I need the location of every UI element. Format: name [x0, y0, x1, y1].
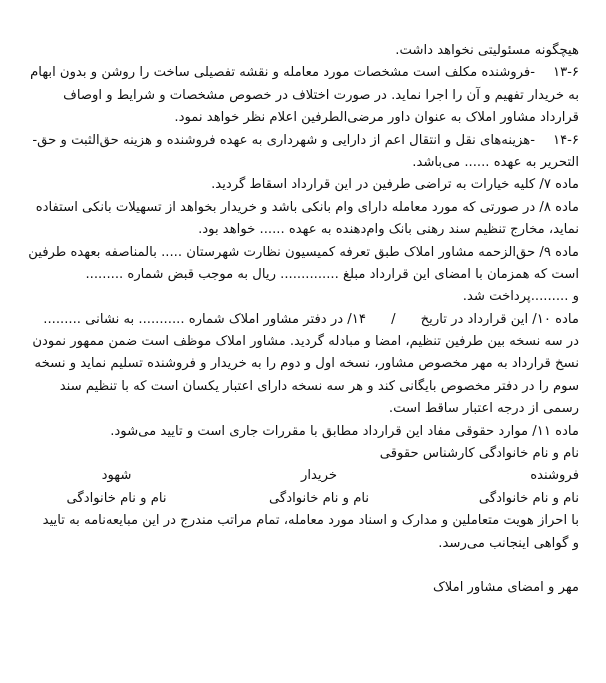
text-line: -هزینه‌های نقل و انتقال اعم از دارایی و شهرداری به عهده فروشنده و هزینه حق‌الثبت و حق-	[32, 132, 535, 148]
legal-expert-name-label: نام و نام خانوادگی کارشناس حقوقی	[379, 446, 579, 462]
article-7: ماده ۷/ کلیه خیارات به تراضی طرفین در این قرارداد اسقاط گردید.	[211, 177, 579, 193]
contract-document	[19, 40, 579, 600]
article-9: ماده ۹/ حق‌الزحمه مشاور املاک طبق تعرفه کمیسیون نظارت شهرستان ..... بالمناصفه بعهده طرفین	[28, 244, 579, 260]
article-11: ماده ۱۱/ موارد حقوقی مفاد این قرارداد مطابق با مقررات جاری است و تایید می‌شود.	[110, 423, 579, 439]
closing-statement: با احراز هویت متعاملین و مدارک و اسناد مورد معامله، تمام مراتب مندرج در این مبایعه‌نامه به تایید	[42, 513, 579, 529]
text-line: التحریر به عهده ...... می‌باشد.	[412, 154, 579, 170]
witnesses-name-label: نام و نام خانوادگی	[66, 490, 167, 506]
clause-14-6	[19, 130, 579, 152]
clause-number: ۱۳-۶	[552, 65, 579, 81]
text-line: است که همزمان با امضای این قرارداد مبلغ .............. ریال به موجب قبض شماره .........	[85, 266, 579, 282]
seller-label: فروشنده	[530, 468, 579, 484]
agent-stamp-signature-label: مهر و امضای مشاور املاک	[432, 580, 579, 596]
text-line: قرارداد مشاور املاک به عنوان داور مرضی‌الطرفین اعلام نظر خواهد نمود.	[174, 110, 579, 126]
text-line: سوم را در دفتر مخصوص بایگانی کند و هر سه نسخه دارای اعتبار یکسان است که با تنظیم سند	[59, 378, 579, 394]
text-line: و گواهی اینجانب می‌رسد.	[438, 535, 579, 551]
text-line: -فروشنده مکلف است مشخصات مورد معامله و نقشه تفصیلی ساخت را روشن و بدون ابهام	[30, 65, 535, 81]
buyer-name-label: نام و نام خانوادگی	[268, 490, 370, 506]
signature-names	[19, 488, 579, 510]
clause-number: ۱۴-۶	[552, 132, 579, 148]
text-line: نسخ قرارداد به مهر مخصوص مشاور، نسخه اول و دوم را به خریدار و فروشنده تسلیم نماید و نسخه	[34, 356, 579, 372]
clause-13-6	[19, 62, 579, 84]
text-line: در سه نسخه بین طرفین تنظیم، امضا و مبادله گردید. مشاور املاک موظف است ضمن ممهور نمودن	[32, 334, 579, 350]
buyer-label: خریدار	[300, 468, 338, 484]
seller-name-label: نام و نام خانوادگی	[478, 490, 579, 506]
signature-roles	[19, 465, 579, 487]
text-line: رسمی از درجه اعتبار ساقط است.	[388, 401, 579, 417]
text-line: هیچگونه مسئولیتی نخواهد داشت.	[395, 43, 579, 58]
article-8: ماده ۸/ در صورتی که مورد معامله دارای وام بانکی باشد و خریدار بخواهد از تسهیلات بانکی استفاده	[35, 199, 579, 215]
text-line: و .........پرداخت شد.	[462, 289, 579, 305]
witnesses-label: شهود	[101, 468, 132, 484]
text-line: نماید، مخارج تنظیم سند رهنی بانک وام‌دهنده به عهده ...... خواهد بود.	[198, 222, 579, 238]
article-10: ماده ۱۰/ این قرارداد در تاریخ / ۱۴/ در دفتر مشاور املاک شماره ........... به نشانی .........	[43, 311, 579, 327]
text-line: به خریدار تفهیم و آن را اجرا نماید. در صورت اختلاف در خصوص مشخصات و شرایط و اوصاف	[63, 87, 579, 103]
